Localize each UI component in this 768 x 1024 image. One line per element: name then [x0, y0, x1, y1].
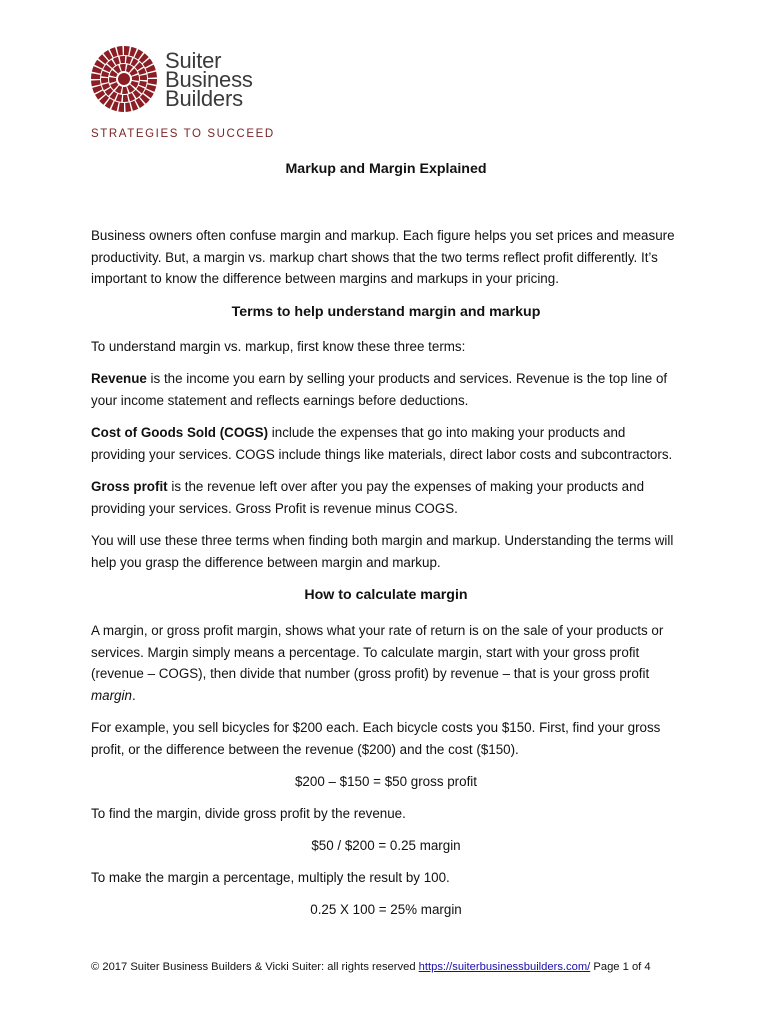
logo-brick — [120, 64, 126, 71]
logo-brick — [101, 78, 108, 84]
logo-brick — [126, 56, 132, 64]
logo-wordmark — [165, 48, 253, 111]
logo-brick — [117, 46, 123, 56]
equation-gross-profit: $200 – $150 = $50 gross profit — [294, 774, 478, 789]
footer-copyright: © 2017 Suiter Business Builders & Vicki Suiter: all rights reserved — [91, 961, 419, 973]
percentage-paragraph: To make the margin a percentage, multiply the result by 100. — [91, 870, 450, 885]
gross-profit-definition — [91, 476, 681, 519]
logo-brick — [124, 46, 130, 55]
logo-brick — [132, 75, 139, 81]
margin-italic-word: margin — [91, 687, 132, 703]
equation-margin: $50 / $200 = 0.25 margin — [311, 838, 461, 853]
revenue-term: Revenue — [91, 371, 147, 386]
margin-explanation-text: A margin, or gross profit margin, shows what your rate of return is on the sale of your products or services. Margin simply means a percentage. To calculate margin, start with your gross profit (revenue – COGS), then divide that number (gross profit) by revenue – that is your gross profit — [91, 623, 664, 681]
terms-closing-paragraph: You will use these three terms when finding both margin and markup. Understanding the terms will help you grasp the difference between margin and markup. — [91, 533, 674, 570]
intro-paragraph: Business owners often confuse margin and markup. Each figure helps you set prices and measure productivity. But, a margin vs. markup chart shows that the two terms reflect profit differently. It’s important to know the difference between margins and markups in your pricing. — [91, 228, 675, 286]
company-logo — [89, 44, 269, 114]
logo-brick — [116, 94, 122, 102]
logo-brick — [109, 77, 116, 83]
gross-profit-text: is the revenue left over after you pay the expenses of making your products and providing your services. Gross Profit is revenue minus COGS. — [91, 479, 645, 516]
logo-line-1: Suiter — [165, 48, 222, 73]
logo-brick — [101, 71, 109, 77]
margin-explanation-end: . — [131, 687, 136, 703]
footer-website-link[interactable]: https://suiterbusinessbuilders.com/ — [418, 961, 591, 973]
find-margin-paragraph: To find the margin, divide gross profit by the revenue. — [91, 806, 406, 821]
logo-tagline: STRATEGIES TO SUCCEED — [91, 128, 275, 140]
margin-explanation-paragraph — [91, 620, 681, 706]
cogs-term: Cost of Goods Sold (COGS) — [91, 425, 269, 440]
logo-brick — [139, 81, 147, 87]
logo-brick — [120, 56, 126, 63]
logo-brick — [118, 103, 124, 112]
logo-brick — [125, 102, 131, 112]
logo-brick — [122, 87, 128, 94]
page-footer — [91, 961, 691, 973]
gross-profit-term: Gross profit — [91, 479, 168, 494]
equation-percentage: 0.25 X 100 = 25% margin — [310, 902, 462, 917]
terms-lead-paragraph: To understand margin vs. markup, first know these three terms: — [91, 339, 466, 354]
logo-brick — [91, 73, 100, 79]
cogs-definition — [91, 422, 681, 465]
logo-brick — [91, 80, 101, 86]
section-heading-terms: Terms to help understand margin and markup — [231, 304, 541, 320]
logo-brick — [148, 79, 157, 85]
revenue-definition — [91, 368, 681, 411]
logo-brick — [140, 75, 147, 81]
logo-brick — [123, 95, 129, 102]
brick-circle-logo-icon — [89, 44, 159, 114]
logo-center — [118, 73, 130, 85]
cogs-text: include the expenses that go into making your products and providing your services. COGS include things like materials, direct labor costs and subcontractors. — [91, 425, 673, 462]
bicycle-example-paragraph: For example, you sell bicycles for $200 each. Each bicycle costs you $150. First, find your gross profit, or the difference between the revenue ($200) and the cost ($150). — [91, 720, 661, 757]
page-title: Markup and Margin Explained — [285, 161, 487, 177]
footer-page-number: Page 1 of 4 — [590, 961, 651, 973]
section-heading-margin: How to calculate margin — [304, 587, 468, 603]
logo-line-3: Builders — [165, 86, 243, 111]
revenue-text: is the income you earn by selling your products and services. Revenue is the top line of your income statement and reflects earnings before deductions. — [91, 371, 668, 408]
logo-line-2: Business — [165, 67, 253, 92]
logo-brick — [147, 72, 157, 78]
